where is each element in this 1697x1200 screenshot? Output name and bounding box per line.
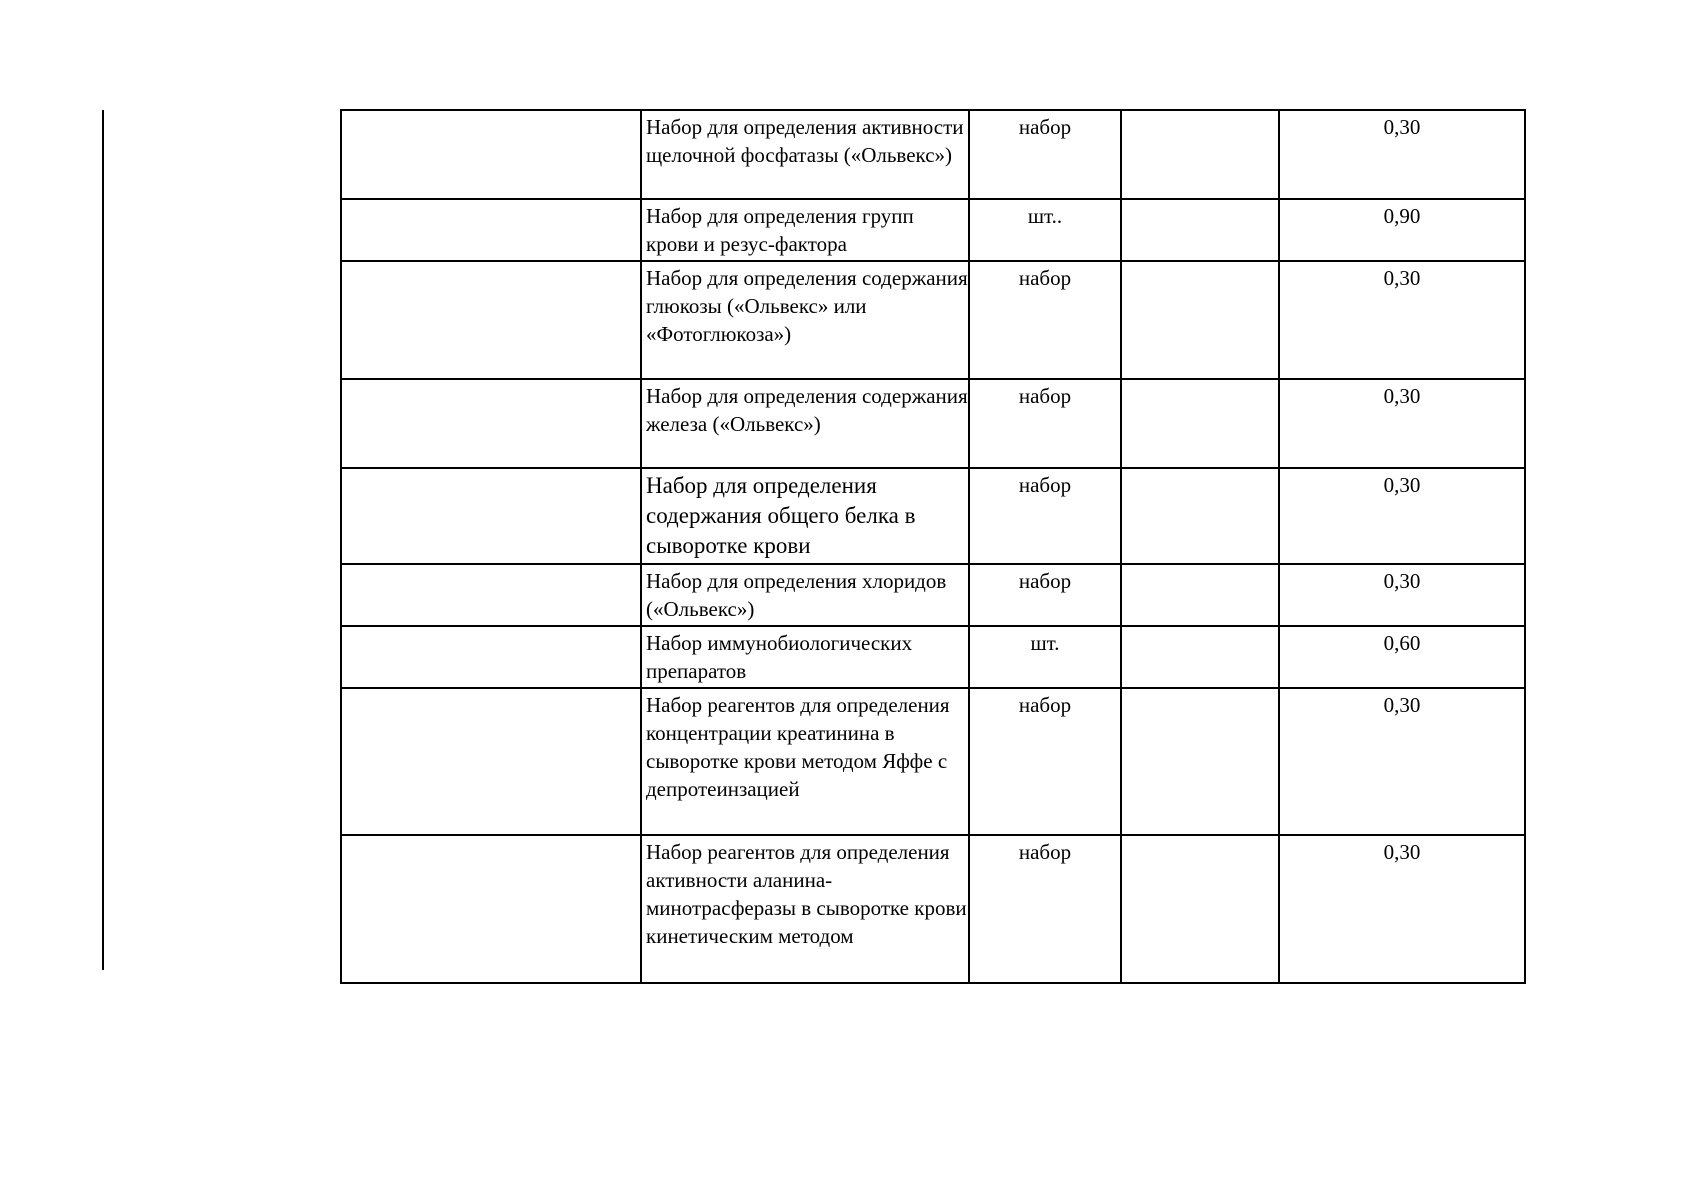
table-row xyxy=(341,110,1525,199)
quantity-cell xyxy=(1121,835,1279,983)
quantity-cell xyxy=(1121,110,1279,199)
item-name: Набор для определения содержания общего белка в сыворотке крови xyxy=(646,473,916,558)
item-name: Набор иммунобиологических препаратов xyxy=(646,631,913,683)
item-name-cell xyxy=(641,564,969,626)
code-cell xyxy=(341,468,641,564)
table-row xyxy=(341,379,1525,468)
item-name: Набор для определения хлоридов («Ольвекс») xyxy=(646,569,947,621)
quantity-cell xyxy=(1121,688,1279,835)
page-margin-line xyxy=(102,110,104,970)
value-cell: 0,30 xyxy=(1279,110,1525,199)
unit-cell: набор xyxy=(969,688,1121,835)
value-cell: 0,30 xyxy=(1279,564,1525,626)
item-name-cell xyxy=(641,688,969,835)
materials-table xyxy=(340,109,1526,984)
value-cell: 0,30 xyxy=(1279,379,1525,468)
value-cell: 0,30 xyxy=(1279,468,1525,564)
unit-cell: набор xyxy=(969,564,1121,626)
quantity-cell xyxy=(1121,379,1279,468)
item-name: Набор для определения активности щелочной фосфатазы («Ольвекс») xyxy=(646,115,964,167)
item-name: Набор реагентов для определения концентрации креатинина в сыворотке крови методом Яффе с депротеинзацией xyxy=(646,693,950,801)
table-row xyxy=(341,261,1525,379)
code-cell xyxy=(341,199,641,261)
item-name-cell xyxy=(641,468,969,564)
quantity-cell xyxy=(1121,199,1279,261)
value-cell: 0,90 xyxy=(1279,199,1525,261)
unit-cell: набор xyxy=(969,261,1121,379)
code-cell xyxy=(341,564,641,626)
item-name: Набор для определения групп крови и резус-фактора xyxy=(646,204,914,256)
item-name: Набор для определения содержания глюкозы («Ольвекс» или «Фотоглюкоза») xyxy=(646,266,968,346)
code-cell xyxy=(341,835,641,983)
quantity-cell xyxy=(1121,626,1279,688)
unit-cell: набор xyxy=(969,379,1121,468)
table-row xyxy=(341,688,1525,835)
table-row xyxy=(341,199,1525,261)
item-name-cell xyxy=(641,626,969,688)
quantity-cell xyxy=(1121,468,1279,564)
value-cell: 0,30 xyxy=(1279,688,1525,835)
item-name-cell xyxy=(641,261,969,379)
value-cell: 0,30 xyxy=(1279,261,1525,379)
item-name-cell xyxy=(641,199,969,261)
table-row xyxy=(341,468,1525,564)
value-cell: 0,60 xyxy=(1279,626,1525,688)
code-cell xyxy=(341,626,641,688)
item-name-cell xyxy=(641,379,969,468)
item-name-cell xyxy=(641,835,969,983)
code-cell xyxy=(341,110,641,199)
table-row xyxy=(341,626,1525,688)
table-row xyxy=(341,564,1525,626)
unit-cell: шт. xyxy=(969,626,1121,688)
table-row xyxy=(341,835,1525,983)
item-name-cell xyxy=(641,110,969,199)
item-name: Набор для определения содержания железа («Ольвекс») xyxy=(646,384,968,436)
code-cell xyxy=(341,688,641,835)
item-name: Набор реагентов для определения активности аланина-минотрасферазы в сыворотке крови кинетическим методом xyxy=(646,840,967,948)
quantity-cell xyxy=(1121,261,1279,379)
unit-cell: набор xyxy=(969,110,1121,199)
code-cell xyxy=(341,261,641,379)
value-cell: 0,30 xyxy=(1279,835,1525,983)
unit-cell: набор xyxy=(969,835,1121,983)
quantity-cell xyxy=(1121,564,1279,626)
unit-cell: набор xyxy=(969,468,1121,564)
code-cell xyxy=(341,379,641,468)
unit-cell: шт.. xyxy=(969,199,1121,261)
